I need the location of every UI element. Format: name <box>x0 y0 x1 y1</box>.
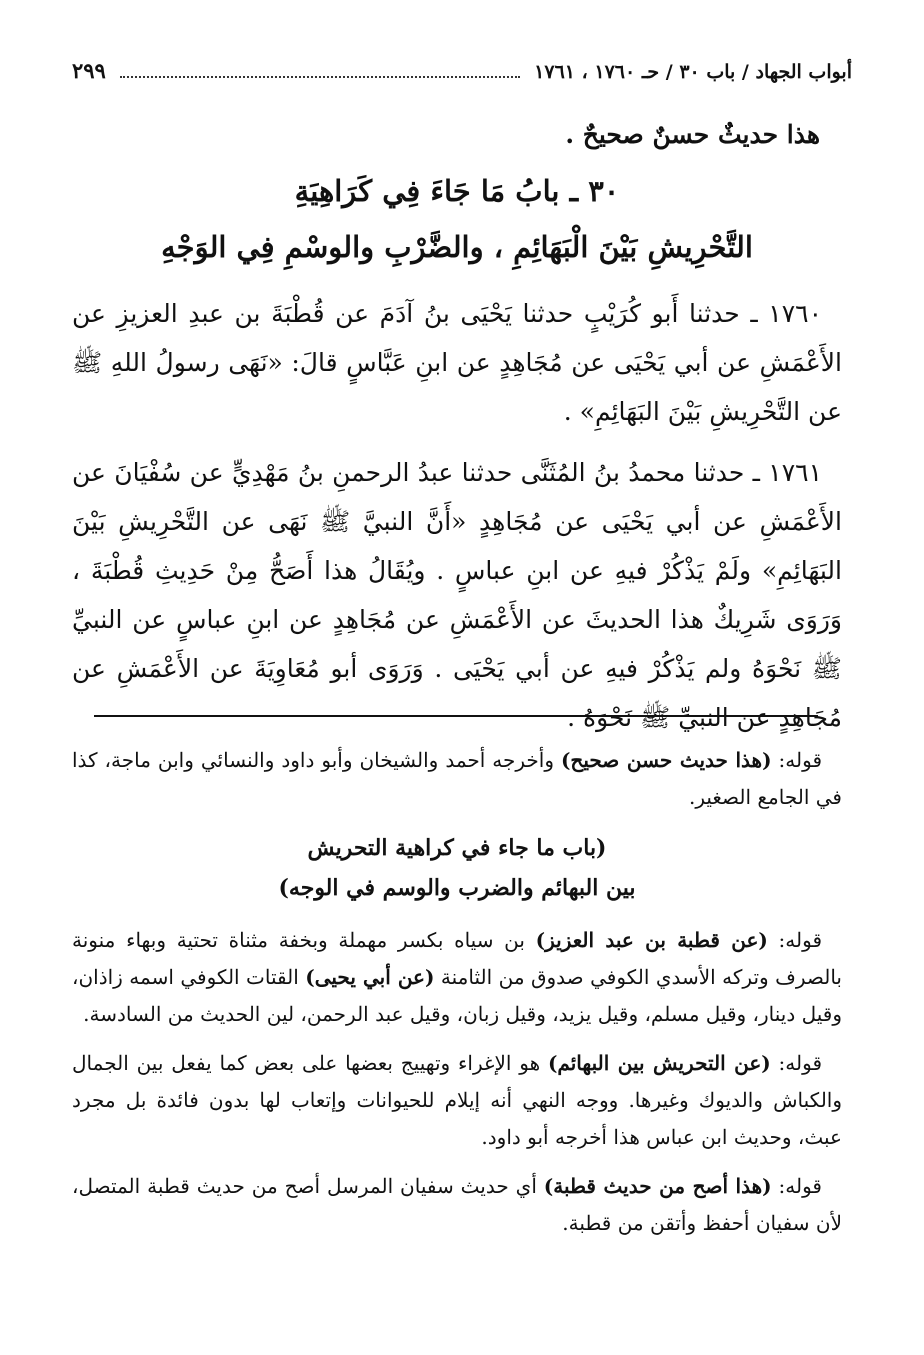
commentary-heading-line-1: (باب ما جاء في كراهية التحريش <box>307 835 607 861</box>
chapter-title <box>72 163 842 275</box>
dot-leader <box>120 62 520 78</box>
hadith-1760: ١٧٦٠ ـ حدثنا أَبو كُرَيْبٍ حدثنا يَحْيَى بنُ آدَمَ عن قُطْبَةَ بن عبدِ العزيزِ عن الأَعْمَشِ عن أبي يَحْيَى عن مُجَاهِدٍ عن ابنِ عَبَّاسٍ قالَ: «نَهَى رسولُ اللهِ ﷺ عن التَّحْرِيشِ بَيْنَ البَهَائِمِ» . <box>72 299 842 426</box>
note-body: بن سياه بكسر مهملة وبخفة مثناة تحتية وبهاء منونة بالصرف وتركه الأسدي الكوفي صدوق من الثامنة <box>72 928 842 989</box>
commentary-note <box>72 922 842 1033</box>
chapter-title-line-1: ٣٠ ـ بابُ مَا جَاءَ فِي كَرَاهِيَةِ <box>294 174 620 208</box>
chapter-title-line-2: التَّحْرِيشِ بَيْنَ الْبَهَائِمِ ، والضَّرْبِ والوسْمِ فِي الوَجْهِ <box>161 230 753 264</box>
note-lead: قوله: <box>771 748 823 772</box>
footnote-divider <box>94 715 818 717</box>
note-body: أي حديث سفيان المرسل أصح من حديث قطبة المتصل، لأن سفيان أحفظ وأتقن من قطبة. <box>72 1174 842 1235</box>
commentary-chapter-heading <box>72 828 842 908</box>
note-quote: (هذا أصح من حديث قطبة) <box>543 1174 772 1198</box>
commentary-note <box>72 742 842 816</box>
note-lead: قوله: <box>767 928 823 952</box>
note-quote: (عن التحريش بين البهائم) <box>547 1051 771 1075</box>
hadith-verdict: هذا حديثٌ حسنٌ صحيحٌ . <box>565 120 820 149</box>
running-header <box>72 58 852 92</box>
note-body: وأخرجه أحمد والشيخان وأبو داود والنسائي وابن ماجة، كذا في الجامع الصغير. <box>72 748 842 809</box>
commentary-note <box>72 1168 842 1242</box>
note-quote: (هذا حديث حسن صحيح) <box>560 748 772 772</box>
commentary-note <box>72 1045 842 1156</box>
note-lead: قوله: <box>770 1051 823 1075</box>
hadith-text-block <box>72 120 842 742</box>
note-body: هو الإغراء وتهييج بعضها على بعض كما يفعل بين الجمال والكباش والديوك وغيرها. ووجه النهي أنه إيلام للحيوانات وإتعاب لها بدون فائدة بل مجرد عبث، وحديث ابن عباس هذا أخرجه أبو داود. <box>72 1051 842 1149</box>
note-quote: (عن أبي يحيى) <box>305 965 435 989</box>
note-quote: (عن قطبة بن عبد العزيز) <box>535 928 768 952</box>
note-lead: قوله: <box>771 1174 822 1198</box>
running-title: أبواب الجهاد / باب ٣٠ / حـ ١٧٦٠ ، ١٧٦١ <box>534 61 852 83</box>
page-number: ٢٩٩ <box>72 58 106 83</box>
commentary-heading-line-2: بين البهائم والضرب والوسم في الوجه) <box>278 875 636 901</box>
note-body: القتات الكوفي اسمه زاذان، وقيل دينار، وقيل مسلم، وقيل يزيد، وقيل زبان، وقيل عبد الرحمن، لين الحديث من السادسة. <box>72 965 842 1026</box>
hadith-1761: ١٧٦١ ـ حدثنا محمدُ بنُ المُثَنَّى حدثنا عبدُ الرحمنِ بنُ مَهْدِيٍّ عن سُفْيَانَ عن الأَعْمَشِ عن أبي يَحْيَى عن مُجَاهِدٍ «أَنَّ النبيَّ ﷺ نَهَى عن التَّحْرِيشِ بَيْنَ البَهَائِمِ» ولَمْ يَذْكُرْ فيهِ عن ابنِ عباسٍ . ويُقَالُ هذا أَصَحُّ مِنْ حَدِيثِ قُطْبَةَ ، وَرَوَى شَرِيكٌ هذا الحديثَ عن الأَعْمَشِ عن مُجَاهِدٍ عن ابنِ عباسٍ عن النبيِّ ﷺ نَحْوَهُ ولم يَذْكُرْ فيهِ عن أبي يَحْيَى . وَرَوَى أبو مُعَاوِيَةَ عن الأَعْمَشِ عن مُجَاهِدٍ عن النبيِّ ﷺ نَحْوَهُ . <box>72 458 842 732</box>
commentary-block <box>72 742 842 1254</box>
